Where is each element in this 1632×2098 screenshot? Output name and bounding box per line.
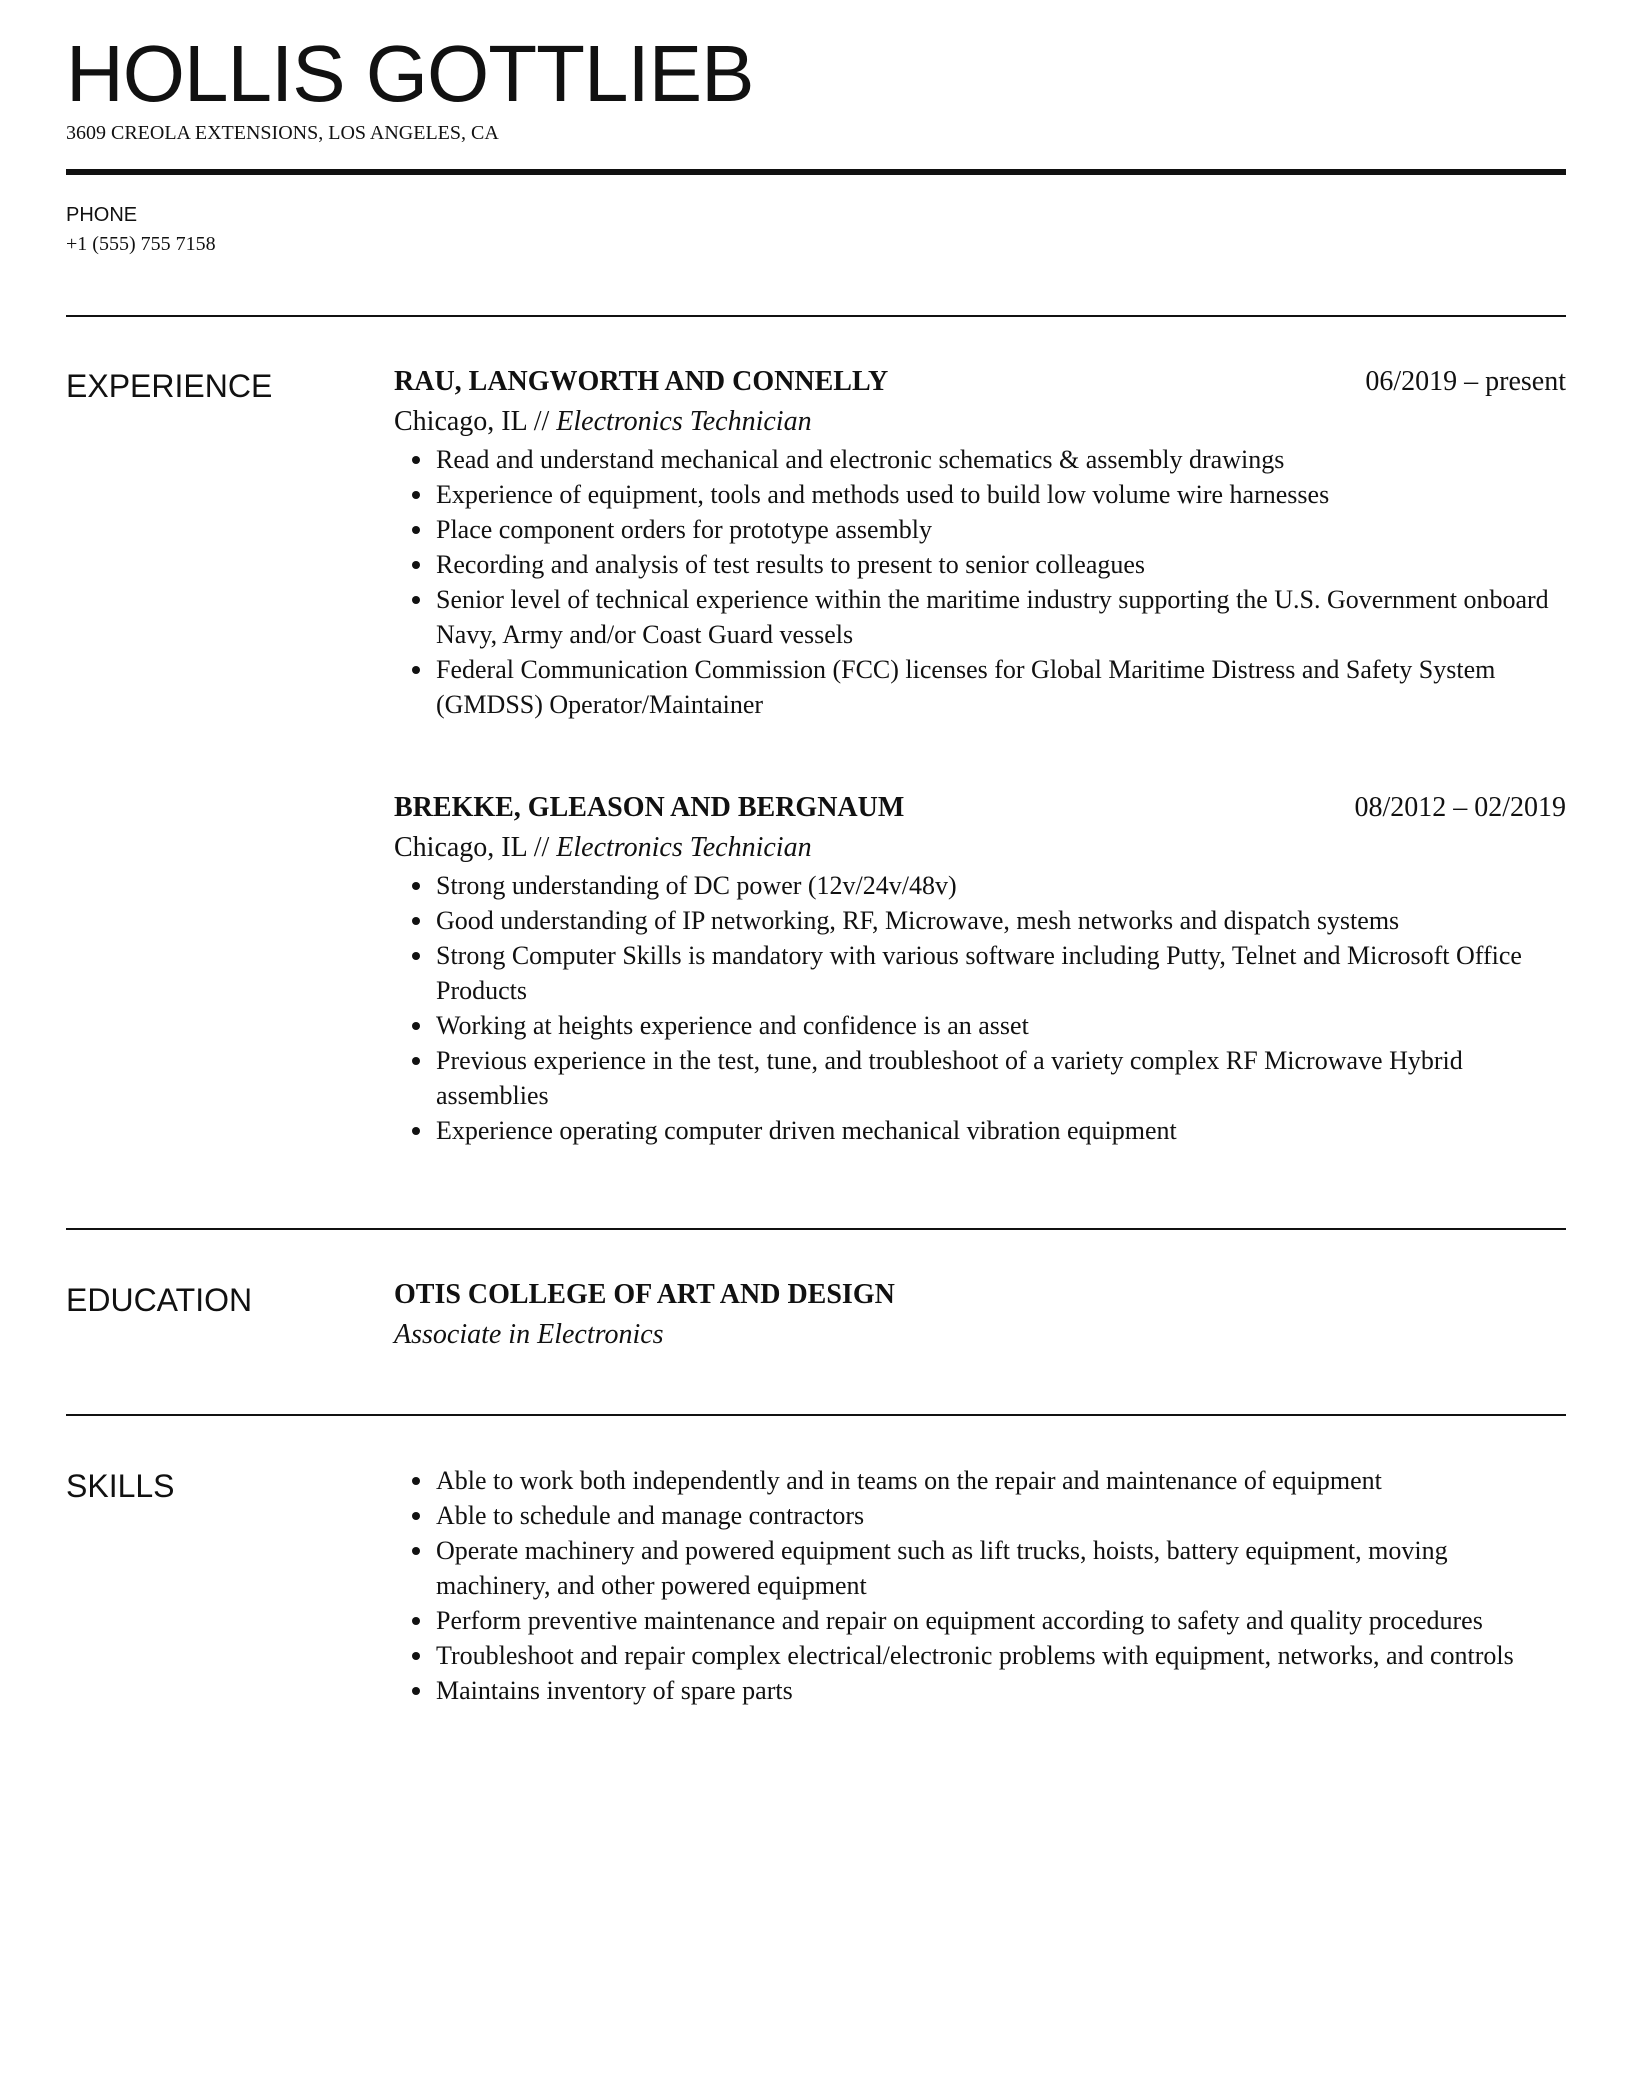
school-name: OTIS COLLEGE OF ART AND DESIGN: [394, 1279, 895, 1310]
list-item: Able to schedule and manage contractors: [436, 1498, 1566, 1533]
list-item: Experience operating computer driven mechanical vibration equipment: [436, 1113, 1566, 1148]
job-company: BREKKE, GLEASON AND BERGNAUM: [394, 792, 905, 823]
list-item: Federal Communication Commission (FCC) licenses for Global Maritime Distress and Safety System (GMDSS) Operator/Maintainer: [436, 652, 1566, 722]
job-location: Chicago, IL: [394, 832, 527, 863]
list-item: Place component orders for prototype assembly: [436, 512, 1566, 547]
list-item: Previous experience in the test, tune, and troubleshoot of a variety complex RF Microwave Hybrid assemblies: [436, 1043, 1566, 1113]
section-divider: [66, 1228, 1566, 1230]
job-separator: //: [526, 406, 557, 437]
skills-list: [394, 1463, 1566, 1708]
job-dates: 08/2012 – 02/2019: [1354, 792, 1566, 823]
list-item: Recording and analysis of test results to present to senior colleagues: [436, 547, 1566, 582]
candidate-name: HOLLIS GOTTLIEB: [66, 29, 754, 118]
list-item: Working at heights experience and confidence is an asset: [436, 1008, 1566, 1043]
experience-heading: EXPERIENCE: [66, 368, 273, 404]
degree: Associate in Electronics: [394, 1319, 664, 1350]
experience-content: [394, 362, 1566, 1148]
phone-label: PHONE: [66, 204, 138, 226]
list-item: Strong Computer Skills is mandatory with various software including Putty, Telnet and Microsoft Office Products: [436, 938, 1566, 1008]
job-bullets: [394, 442, 1566, 722]
job-company: RAU, LANGWORTH AND CONNELLY: [394, 366, 889, 397]
job-header: [394, 788, 1566, 828]
job-role: Electronics Technician: [556, 832, 812, 863]
section-divider: [66, 1414, 1566, 1416]
skills-heading: SKILLS: [66, 1468, 175, 1504]
job-header: [394, 362, 1566, 402]
job-subtitle: [394, 402, 1566, 442]
job-separator: //: [526, 832, 557, 863]
list-item: Senior level of technical experience within the maritime industry supporting the U.S. Government onboard Navy, Army and/or Coast Guard vessels: [436, 582, 1566, 652]
section-divider: [66, 315, 1566, 317]
header-divider: [66, 169, 1566, 175]
job-entry: [394, 788, 1566, 1148]
job-dates: 06/2019 – present: [1365, 366, 1566, 397]
list-item: Operate machinery and powered equipment such as lift trucks, hoists, battery equipment, moving machinery, and other powered equipment: [436, 1533, 1566, 1603]
job-entry: [394, 362, 1566, 722]
list-item: Troubleshoot and repair complex electrical/electronic problems with equipment, networks, and controls: [436, 1638, 1566, 1673]
job-role: Electronics Technician: [556, 406, 812, 437]
list-item: Experience of equipment, tools and methods used to build low volume wire harnesses: [436, 477, 1566, 512]
job-location: Chicago, IL: [394, 406, 527, 437]
list-item: Read and understand mechanical and electronic schematics & assembly drawings: [436, 442, 1566, 477]
candidate-address: 3609 CREOLA EXTENSIONS, LOS ANGELES, CA: [66, 122, 499, 144]
education-content: [394, 1275, 1566, 1355]
list-item: Strong understanding of DC power (12v/24v/48v): [436, 868, 1566, 903]
phone-number: +1 (555) 755 7158: [66, 233, 216, 255]
list-item: Able to work both independently and in teams on the repair and maintenance of equipment: [436, 1463, 1566, 1498]
list-item: Good understanding of IP networking, RF, Microwave, mesh networks and dispatch systems: [436, 903, 1566, 938]
job-subtitle: [394, 828, 1566, 868]
job-bullets: [394, 868, 1566, 1148]
education-heading: EDUCATION: [66, 1282, 253, 1318]
skills-content: [394, 1463, 1566, 1708]
list-item: Perform preventive maintenance and repair on equipment according to safety and quality procedures: [436, 1603, 1566, 1638]
list-item: Maintains inventory of spare parts: [436, 1673, 1566, 1708]
